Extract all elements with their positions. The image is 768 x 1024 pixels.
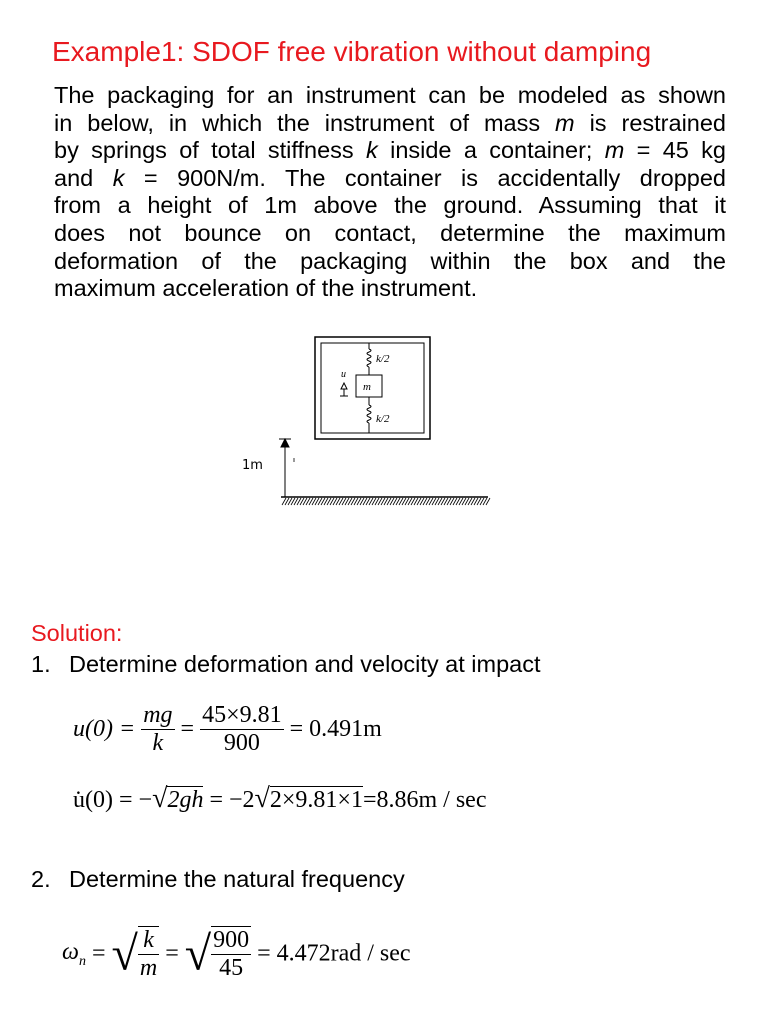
eq-omega-frac1-num: k xyxy=(138,927,159,955)
top-spring xyxy=(367,343,371,375)
step-1-number: 1. xyxy=(31,651,51,677)
packaging-diagram xyxy=(0,320,520,520)
eq-u0-frac2 xyxy=(200,702,284,757)
step-2-text: Determine the natural frequency xyxy=(69,866,405,892)
eq-u0-eq: = xyxy=(180,716,195,742)
eq-udot0-lhs: u̇(0) = − xyxy=(73,787,153,813)
sqrt-icon: √ xyxy=(152,783,168,814)
intro-line: The packaging for an instrument can be modeled as shown xyxy=(54,82,726,108)
eq-omega-result: = 4.472rad / sec xyxy=(257,940,411,967)
eq-u0-frac1-num: mg xyxy=(143,702,173,728)
intro-line: by springs of total stiffness k inside a container; m = 45 kg xyxy=(54,137,726,164)
eq-omega-frac2-num: 900 xyxy=(213,927,250,953)
eq-u0-frac1-den: k xyxy=(152,730,164,756)
mass-label: m xyxy=(363,381,371,393)
step-1-text: Determine deformation and velocity at impact xyxy=(69,651,541,677)
eq-omega-frac2 xyxy=(211,926,251,982)
step-1 xyxy=(31,651,541,678)
eq-omega-frac1-den: m xyxy=(139,955,158,981)
intro-line: in below, in which the instrument of mass m is restrained xyxy=(54,109,727,136)
equation-u0 xyxy=(73,702,382,757)
ground xyxy=(281,497,490,505)
eq-omega-lhs: ω xyxy=(62,938,79,965)
eq-u0-frac2-den: 900 xyxy=(223,730,260,756)
spring-bottom-label: k/2 xyxy=(376,413,390,425)
eq-u0-result: = 0.491m xyxy=(289,716,382,742)
intro-line: from a height of 1m above the ground. Assuming that it xyxy=(54,192,726,219)
eq-omega-eq2: = xyxy=(165,940,179,967)
eq-omega-sub: n xyxy=(78,953,86,969)
problem-statement xyxy=(54,82,726,303)
eq-udot0-result: =8.86m / sec xyxy=(362,787,487,813)
eq-udot0-mid: = −2 xyxy=(209,787,255,813)
intro-line: and k = 900N/m. The container is accidentally dropped xyxy=(54,164,726,191)
intro-line: deformation of the packaging within the box and the xyxy=(54,247,726,274)
eq-u0-frac2-num: 45×9.81 xyxy=(202,702,282,728)
sqrt-icon: √ xyxy=(184,927,212,981)
equation-udot0 xyxy=(73,783,486,815)
bottom-spring xyxy=(367,397,371,433)
eq-omega-frac1 xyxy=(138,926,159,982)
height-label: 1m xyxy=(242,458,263,473)
step-2 xyxy=(31,866,405,893)
eq-udot0-radicand2: 2×9.81×1 xyxy=(269,787,363,813)
sqrt-icon: √ xyxy=(111,927,138,981)
eq-udot0-radicand: 2gh xyxy=(167,787,204,813)
eq-omega-frac2-den: 45 xyxy=(219,955,244,981)
equation-omega xyxy=(62,926,411,982)
spring-top-label: k/2 xyxy=(376,353,390,365)
intro-line: does not bounce on contact, determine the maximum xyxy=(54,219,726,246)
solution-heading: Solution: xyxy=(31,620,123,646)
step-2-number: 2. xyxy=(31,866,51,892)
eq-u0-lhs: u(0) = xyxy=(73,716,136,742)
eq-omega-eq: = xyxy=(91,940,106,967)
displacement-arrow xyxy=(340,383,348,396)
eq-u0-frac1 xyxy=(141,702,174,757)
intro-line: maximum acceleration of the instrument. xyxy=(54,275,478,302)
height-arrow xyxy=(279,439,291,497)
sqrt-icon: √ xyxy=(254,783,270,814)
displacement-label: u xyxy=(341,369,346,380)
page-title: Example1: SDOF free vibration without damping xyxy=(52,36,652,67)
